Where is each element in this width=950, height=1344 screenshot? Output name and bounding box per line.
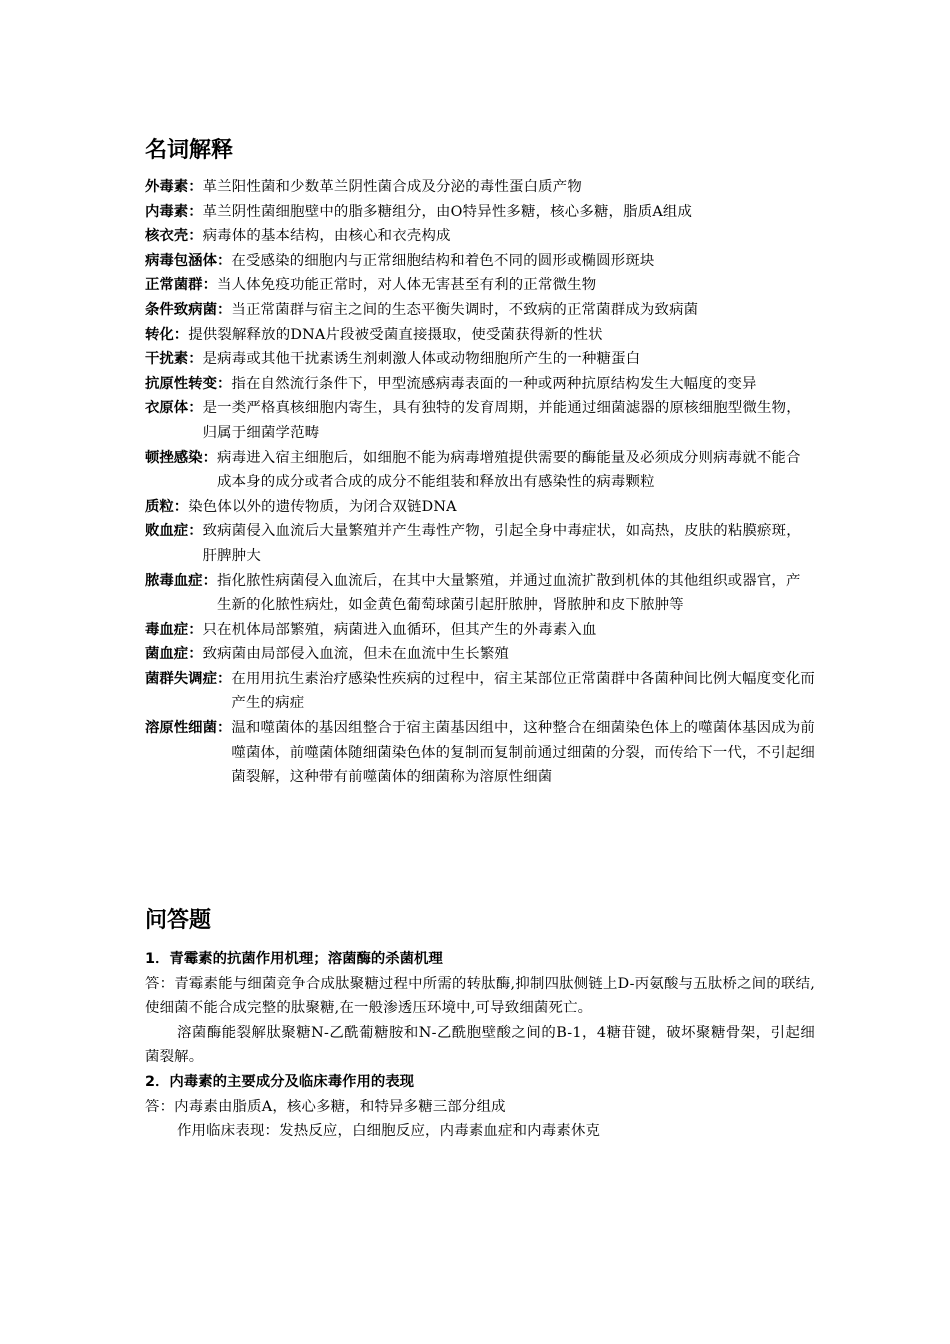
definition-text: 革兰阳性菌和少数革兰阴性菌合成及分泌的毒性蛋白质产物 [202, 179, 582, 195]
definition-term: 转化 [145, 326, 174, 343]
definition-item [145, 519, 815, 568]
term-colon: ： [216, 720, 232, 737]
term-colon: ： [173, 326, 189, 343]
definition-text: 染色体以外的遗传物质，为闭合双链DNA [188, 498, 457, 515]
definition-term: 衣原体 [145, 400, 189, 417]
definition-item [145, 372, 815, 397]
term-colon: ： [216, 252, 232, 269]
definition-term: 核衣壳 [145, 228, 189, 245]
definition-item [145, 323, 815, 348]
definition-text: 指在自然流行条件下，甲型流感病毒表面的一种或两种抗原结构发生大幅度的变异 [231, 375, 757, 392]
term-colon: ： [216, 301, 232, 318]
term-colon: ： [202, 277, 217, 294]
definition-term: 败血症 [145, 523, 189, 540]
question-block [145, 1070, 815, 1144]
definition-item [145, 224, 815, 249]
definition-item [145, 396, 815, 445]
question-list [145, 947, 815, 1144]
definition-item [145, 298, 815, 323]
term-colon: ： [188, 203, 203, 220]
term-colon: ： [188, 621, 203, 638]
definition-term: 顿挫感染 [145, 449, 203, 466]
definition-text: 病毒体的基本结构，由核心和衣壳构成 [202, 228, 451, 245]
section-title-questions: 问答题 [145, 908, 212, 933]
definition-term: 外毒素 [145, 179, 189, 195]
definition-text: 是一类严格真核细胞内寄生，具有独特的发育周期，并能通过细菌滤器的原核细胞型微生物，归属于细菌学范畴 [202, 400, 801, 441]
term-colon: ： [188, 523, 203, 540]
definition-item [145, 642, 815, 667]
definition-text: 在受感染的细胞内与正常细胞结构和着色不同的圆形或椭圆形斑块 [231, 252, 655, 269]
definition-item [145, 618, 815, 643]
definition-term: 溶原性细菌 [145, 720, 217, 737]
definition-text: 致病菌由局部侵入血流，但未在血流中生长繁殖 [202, 646, 509, 663]
definition-text: 病毒进入宿主细胞后，如细胞不能为病毒增殖提供需要的酶能量及必须成分则病毒就不能合成本身的成分或者合成的成分不能组装和释放出有感染性的病毒颗粒 [216, 449, 801, 491]
definition-text: 当正常菌群与宿主之间的生态平衡失调时，不致病的正常菌群成为致病菌 [231, 301, 699, 318]
term-colon: ： [188, 400, 203, 417]
definition-text: 指化脓性病菌侵入血流后，在其中大量繁殖，并通过血流扩散到机体的其他组织或器官，产生新的化脓性病灶，如金黄色葡萄球菌引起肝脓肿，肾脓肿和皮下脓肿等 [216, 572, 801, 614]
term-colon: ： [202, 572, 217, 589]
definition-text: 提供裂解释放的DNA片段被受菌直接摄取，使受菌获得新的性状 [188, 326, 603, 343]
definition-term: 内毒素 [145, 203, 189, 220]
answer-paragraph: 溶菌酶能裂解肽聚糖N-乙酰葡糖胺和N-乙酰胞壁酸之间的B-1，4糖苷键，破坏聚糖骨架，引起细菌裂解。 [145, 1024, 815, 1066]
section-title-definitions: 名词解释 [145, 138, 234, 163]
definition-text: 温和噬菌体的基因组整合于宿主菌基因组中，这种整合在细菌染色体上的噬菌体基因成为前噬菌体，前噬菌体随细菌染色体的复制而复制前通过细菌的分裂，而传给下一代，不引起细菌裂解，这种带有前噬菌体的细菌称为溶原性细菌 [231, 720, 816, 786]
term-colon: ： [202, 449, 217, 466]
definition-item [145, 175, 815, 200]
definition-text: 革兰阴性菌细胞壁中的脂多糖组分，由O特异性多糖，核心多糖，脂质A组成 [202, 203, 693, 220]
definition-text: 致病菌侵入血流后大量繁殖并产生毒性产物，引起全身中毒症状，如高热，皮肤的粘膜瘀斑，肝脾肿大 [202, 523, 801, 564]
definition-item [145, 569, 815, 618]
question-block [145, 947, 815, 1070]
term-colon: ： [188, 228, 203, 245]
definition-term: 菌血症 [145, 646, 189, 663]
question-heading: 2．内毒素的主要成分及临床毒作用的表现 [145, 1073, 415, 1090]
definition-term: 毒血症 [145, 621, 189, 638]
term-colon: ： [188, 351, 203, 368]
definition-term: 干扰素 [145, 351, 189, 368]
definition-term: 质粒 [145, 498, 174, 515]
term-colon: ： [216, 375, 232, 392]
definition-item [145, 273, 815, 298]
definition-text: 在用用抗生素治疗感染性疾病的过程中，宿主某部位正常菌群中各菌种间比例大幅度变化而产生的病症 [231, 670, 816, 712]
term-colon: ： [216, 670, 232, 687]
definition-text: 只在机体局部繁殖，病菌进入血循环，但其产生的外毒素入血 [202, 621, 597, 638]
definition-term: 菌群失调症 [145, 670, 217, 687]
answer-paragraph: 作用临床表现：发热反应，白细胞反应，内毒素血症和内毒素休克 [177, 1123, 601, 1140]
definition-item [145, 667, 815, 716]
definition-term: 正常菌群 [145, 277, 203, 294]
definition-item [145, 495, 815, 520]
term-colon: ： [188, 179, 203, 195]
definition-term: 抗原性转变 [145, 375, 217, 392]
answer-paragraph: 答：内毒素由脂质A，核心多糖，和特异多糖三部分组成 [145, 1098, 506, 1115]
definition-list [145, 175, 815, 790]
definition-text: 是病毒或其他干扰素诱生剂刺激人体或动物细胞所产生的一种糖蛋白 [202, 351, 641, 368]
definition-item [145, 716, 815, 790]
term-colon: ： [173, 498, 189, 515]
definition-item [145, 347, 815, 372]
definition-item [145, 200, 815, 225]
definition-term: 条件致病菌 [145, 301, 217, 318]
definition-text: 当人体免疫功能正常时，对人体无害甚至有利的正常微生物 [216, 277, 597, 294]
answer-paragraph: 答：青霉素能与细菌竞争合成肽聚糖过程中所需的转肽酶,抑制四肽侧链上D-丙氨酸与五肽桥之间的联结,使细菌不能合成完整的肽聚糖,在一般渗透压环境中,可导致细菌死亡。 [145, 975, 815, 1017]
term-colon: ： [188, 646, 203, 663]
question-heading: 1．青霉素的抗菌作用机理；溶菌酶的杀菌机理 [145, 951, 443, 967]
definition-item [145, 249, 815, 274]
definition-term: 脓毒血症 [145, 572, 203, 589]
definition-term: 病毒包涵体 [145, 252, 217, 269]
definition-item [145, 446, 815, 495]
